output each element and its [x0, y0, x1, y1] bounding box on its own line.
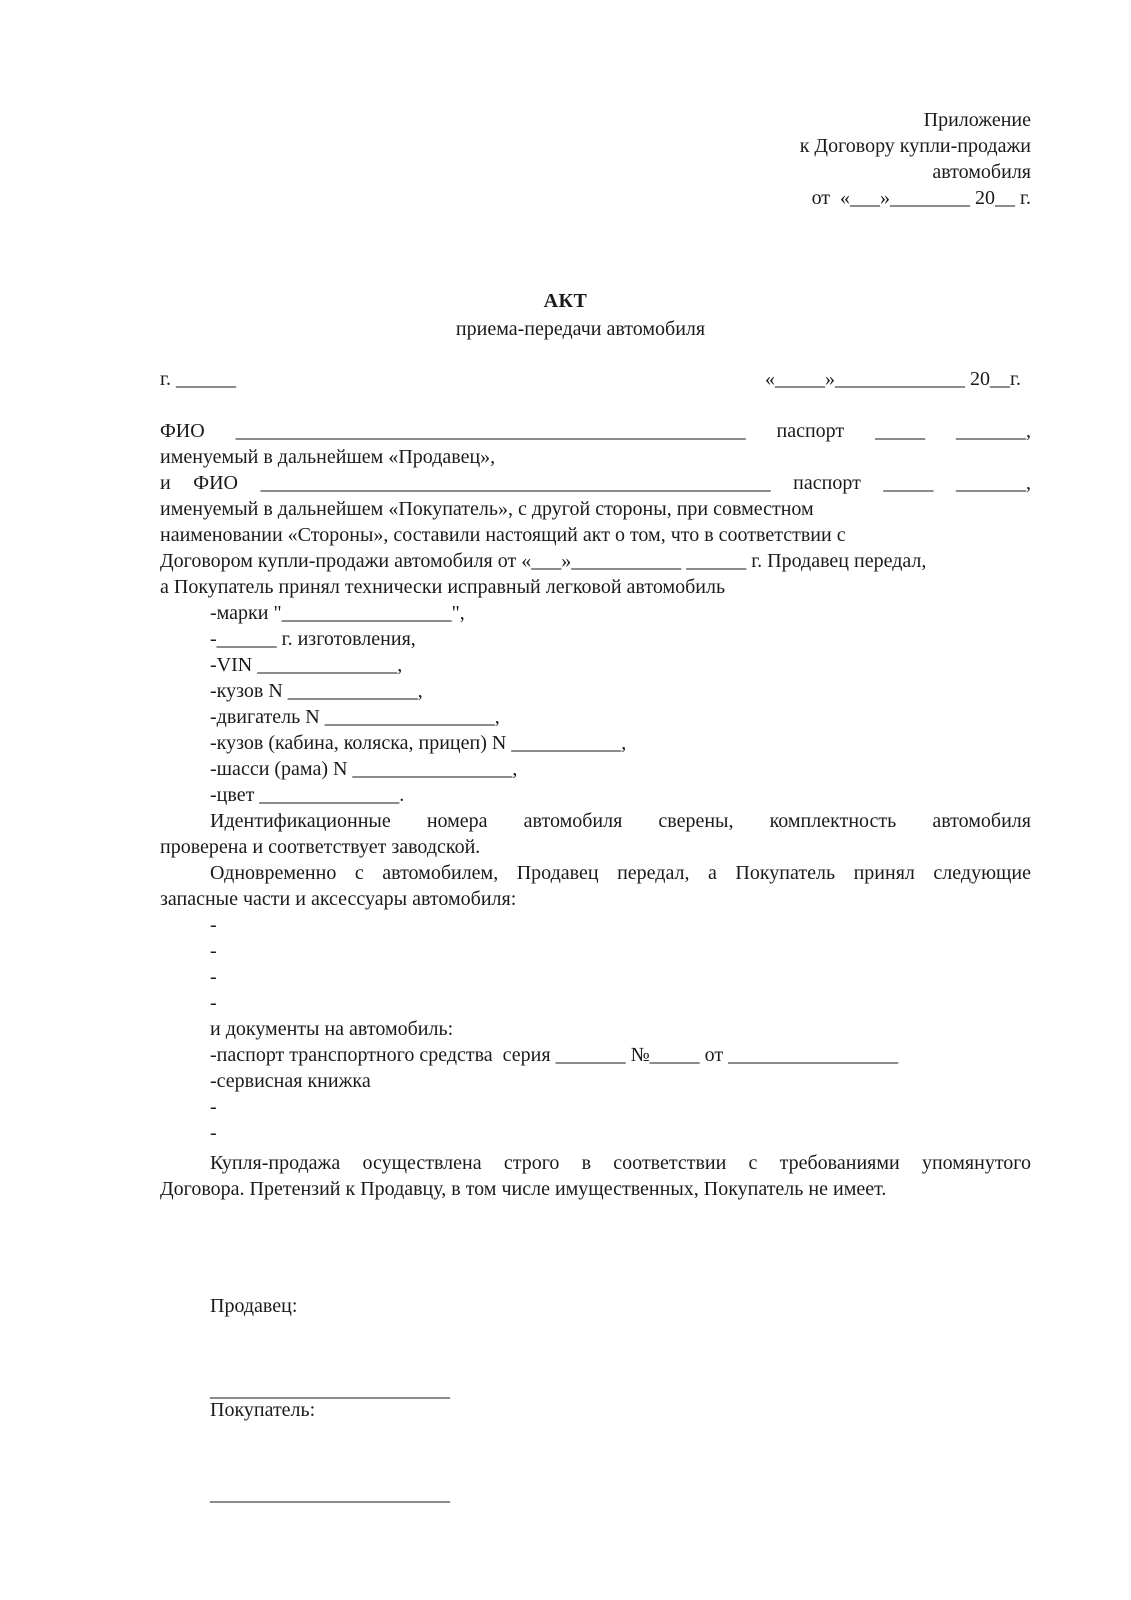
- doc-item: -: [210, 1096, 217, 1118]
- date-field: «_____»_____________ 20__г.: [765, 368, 1021, 390]
- city-field: г. ______: [160, 368, 236, 390]
- ident-paragraph-line: проверена и соответствует заводской.: [160, 836, 481, 858]
- spare-paragraph-line: запасные части и аксессуары автомобиля:: [160, 888, 517, 910]
- document-body: [160, 418, 1031, 1202]
- spare-paragraph-line: Одновременно с автомобилем, Продавец передал, а Покупатель принял следующие: [210, 862, 1031, 884]
- final-paragraph-line: Купля-продажа осуществлена строго в соответствии с требованиями упомянутого: [210, 1152, 1031, 1174]
- car-item: -двигатель N _________________,: [210, 706, 500, 728]
- spare-item: -: [210, 966, 217, 988]
- seller-fio-line: ФИО ___________________________________________________ паспорт _____ _______,: [160, 420, 1031, 442]
- car-item: -VIN ______________,: [210, 654, 403, 676]
- buyer-signature-line: ________________________: [210, 1483, 450, 1505]
- car-item: -______ г. изготовления,: [210, 628, 416, 650]
- appendix-line: автомобиля: [932, 161, 1031, 183]
- spare-item: -: [210, 914, 217, 936]
- car-item: -кузов (кабина, коляска, прицеп) N ___________,: [210, 732, 627, 754]
- spare-item: -: [210, 992, 217, 1014]
- appendix-date-line: от «___»________ 20__ г.: [811, 187, 1031, 209]
- appendix-line: Приложение: [923, 109, 1031, 131]
- buyer-signature-label: Покупатель:: [210, 1399, 316, 1421]
- final-paragraph-line: Договора. Претензий к Продавцу, в том числе имущественных, Покупатель не имеет.: [160, 1178, 887, 1200]
- docs-intro: и документы на автомобиль:: [210, 1018, 454, 1040]
- car-item: -кузов N _____________,: [210, 680, 423, 702]
- car-item: -цвет ______________.: [210, 784, 405, 806]
- car-item: -марки "_________________",: [210, 602, 465, 624]
- buyer-fio-line: и ФИО ___________________________________________________ паспорт _____ _______,: [160, 472, 1031, 494]
- contract-line: Договором купли-продажи автомобиля от «___»___________ ______ г. Продавец передал,: [160, 550, 927, 572]
- doc-item: -сервисная книжка: [210, 1070, 371, 1092]
- document-title: АКТ: [543, 290, 588, 312]
- car-item: -шасси (рама) N ________________,: [210, 758, 518, 780]
- appendix-line: к Договору купли-продажи: [799, 135, 1031, 157]
- buyer-signature-block: [210, 1340, 450, 1564]
- spare-item: -: [210, 940, 217, 962]
- accepted-line: а Покупатель принял технически исправный легковой автомобиль: [160, 576, 726, 598]
- document-subtitle: приема-передачи автомобиля: [455, 318, 706, 340]
- parties-line: наименовании «Стороны», составили настоящий акт о том, что в соответствии с: [160, 524, 846, 546]
- doc-item: -: [210, 1122, 217, 1144]
- ident-paragraph-line: Идентификационные номера автомобиля сверены, комплектность автомобиля: [210, 810, 1031, 832]
- buyer-named-line: именуемый в дальнейшем «Покупатель», с другой стороны, при совместном: [160, 498, 814, 520]
- doc-item: -паспорт транспортного средства серия _______ №_____ от _________________: [210, 1044, 899, 1066]
- seller-signature-label: Продавец:: [210, 1295, 298, 1317]
- seller-named-line: именуемый в дальнейшем «Продавец»,: [160, 446, 496, 468]
- appendix-header: [800, 107, 1031, 211]
- seller-signature-line: ________________________: [210, 1379, 450, 1401]
